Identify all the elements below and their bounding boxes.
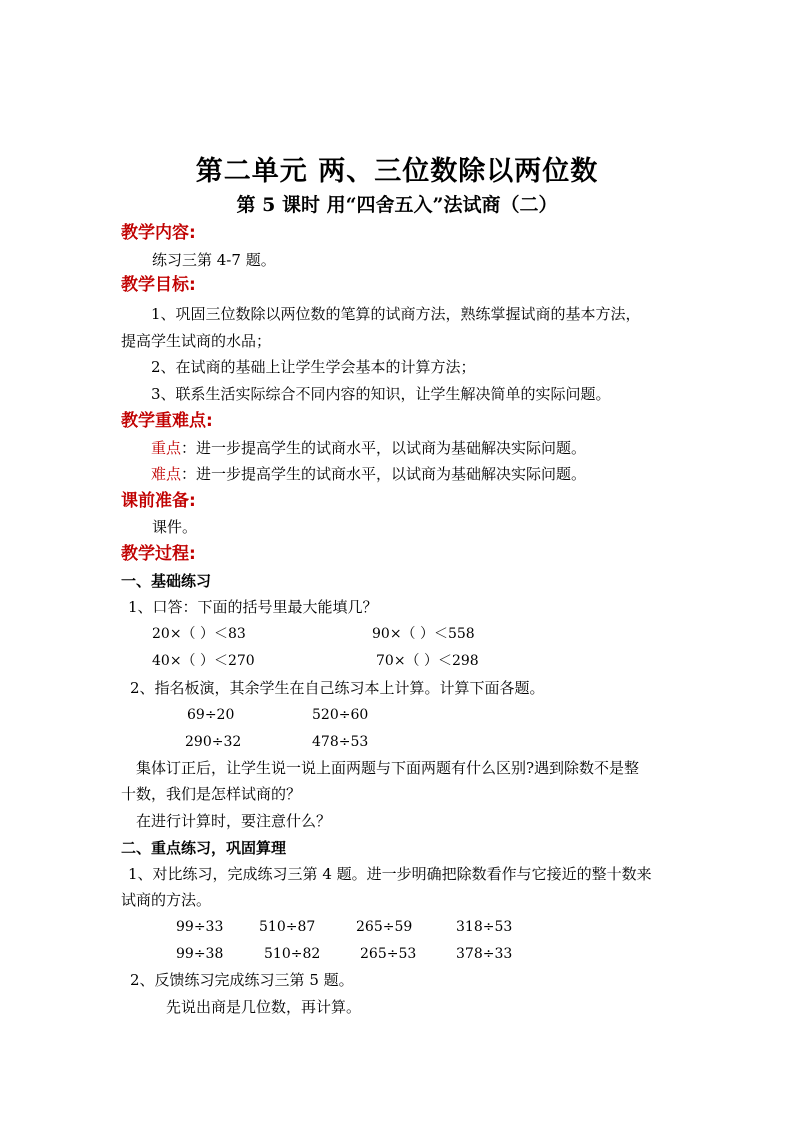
expression: 69÷20 [187,707,235,723]
content-text: 练习三第 4-7 题。 [152,251,276,269]
part2-question-2: 2、反馈练习完成练习三第 5 题。 [130,971,354,989]
prep-text: 课件。 [152,518,198,536]
page-title: 第二单元 两、三位数除以两位数 [195,156,599,187]
part1-heading: 一、基础练习 [121,572,212,590]
expression: 70×（ ）＜298 [376,653,479,669]
keypoint-label: 重点 [151,439,182,457]
expression: 20×（ ）＜83 [152,626,246,642]
part1-paragraph-1: 集体订正后，让学生说一说上面两题与下面两题有什么区别?遇到除数不是整 [136,759,640,777]
expression: 510÷87 [259,919,316,935]
goal-item-2: 2、在试商的基础上让学生学会基本的计算方法； [151,358,476,376]
expression: 510÷82 [264,946,321,962]
expression: 90×（ ）＜558 [372,626,475,642]
part1-paragraph-1-cont: 十数，我们是怎样试商的？ [121,785,302,803]
expression: 290÷32 [185,734,242,750]
part2-question-1: 1、对比练习，完成练习三第 4 题。进一步明确把除数看作与它接近的整十数来 [128,865,652,883]
part1-question-2: 2、指名板演，其余学生在自己练习本上计算。计算下面各题。 [130,679,545,697]
lesson-subtitle: 第 5 课时 用“四舍五入”法试商（二） [236,194,558,216]
expression: 99÷38 [176,946,224,962]
goal-item-3: 3、联系生活实际综合不同内容的知识，让学生解决简单的实际问题。 [151,385,611,403]
difficulty-line [151,464,586,484]
expression: 318÷53 [456,919,513,935]
expression: 378÷33 [456,946,513,962]
expression: 99÷33 [176,919,224,935]
goal-item-1: 1、巩固三位数除以两位数的笔算的试商方法，熟练掌握试商的基本方法， [151,305,641,323]
difficulty-label: 难点 [151,465,182,483]
section-heading-keypoints: 教学重难点: [121,411,213,431]
section-heading-process: 教学过程: [121,544,196,564]
part1-paragraph-2: 在进行计算时，要注意什么？ [136,812,332,830]
goal-item-1-cont: 提高学生试商的水品； [121,332,272,350]
section-heading-prep: 课前准备: [121,491,196,511]
section-heading-goals: 教学目标: [121,275,196,295]
part1-question-1: 1、口答：下面的括号里最大能填几？ [128,598,378,616]
expression: 520÷60 [312,707,369,723]
expression: 478÷53 [312,734,369,750]
section-heading-content: 教学内容: [121,223,196,243]
expression: 265÷53 [360,946,417,962]
keypoint-line [151,438,586,458]
difficulty-text: ：进一步提高学生的试商水平，以试商为基础解决实际问题。 [181,465,587,483]
expression: 40×（ ）＜270 [152,653,255,669]
keypoint-text: ：进一步提高学生的试商水平，以试商为基础解决实际问题。 [181,439,587,457]
part2-question-2-cont: 先说出商是几位数，再计算。 [166,998,362,1016]
expression: 265÷59 [356,919,413,935]
part2-question-1-cont: 试商的方法。 [121,891,212,909]
part2-heading: 二、重点练习，巩固算理 [121,839,287,857]
